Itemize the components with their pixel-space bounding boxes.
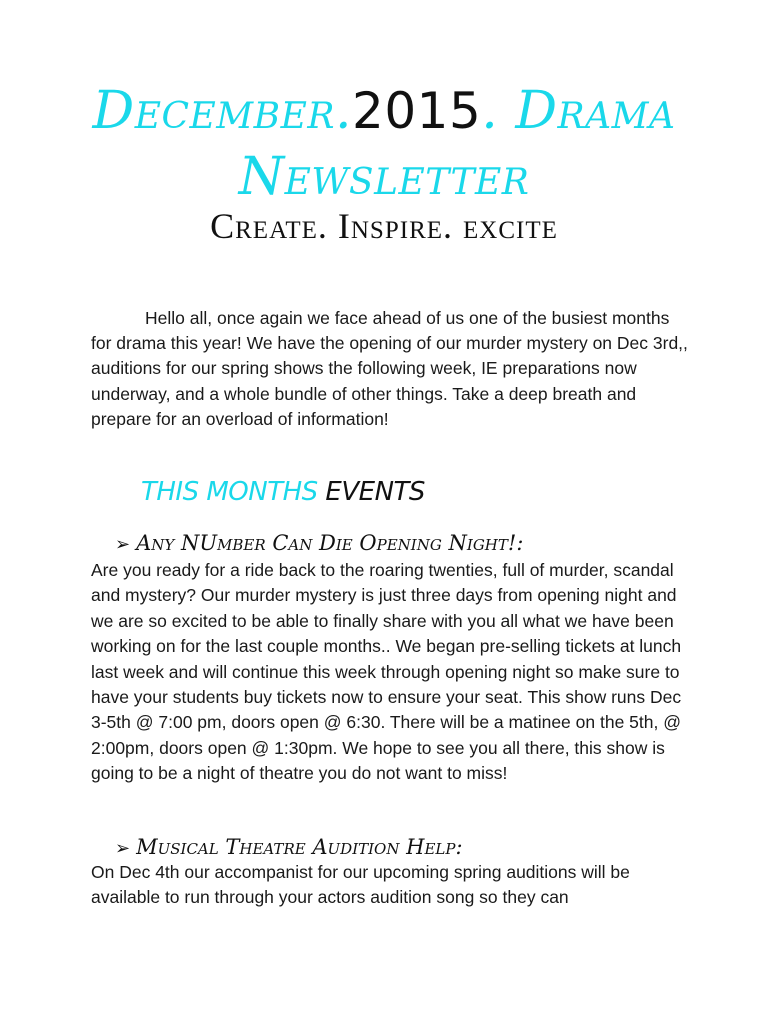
- arrow-bullet-icon: ➢: [115, 534, 131, 555]
- newsletter-title: [40, 78, 728, 210]
- events-heading: [141, 474, 425, 510]
- section-body-opening-night: Are you ready for a ride back to the roaring twenties, full of murder, scandal and mystery? Our murder mystery is just three days from opening night and we are so excited to be able to finally share with you all what we have been working on for the last couple months.. We began pre-selling tickets at lunch last week and will continue this week through opening night so make sure to have your students buy tickets now to ensure your seat. This show runs Dec 3-5th @ 7:00 pm, doors open @ 6:30. There will be a matinee on the 5th, @ 2:00pm, doors open @ 1:30pm. We hope to see you all there, this show is going to be a night of theatre you do not want to miss!: [91, 560, 682, 784]
- newsletter-subtitle: Create. Inspire. excite: [210, 206, 558, 246]
- events-heading-dark: EVENTS: [325, 477, 425, 507]
- section-heading-opening-night: [115, 528, 523, 560]
- intro-paragraph: Hello all, once again we face ahead of us one of the busiest months for drama this year! We have the opening of our murder mystery on Dec 3rd,, auditions for our spring shows the following week, IE preparations now underway, and a whole bundle of other things. Take a deep breath and prepare for an overload of information!: [91, 308, 688, 429]
- section-body-audition-help: On Dec 4th our accompanist for our upcoming spring auditions will be available to run through your actors audition song so they can: [91, 862, 630, 908]
- arrow-bullet-icon: ➢: [115, 838, 131, 859]
- events-heading-accent: THIS MONTHS: [141, 477, 318, 507]
- title-drama-newsletter: . Drama Newsletter: [238, 81, 676, 207]
- title-month: December.: [92, 81, 353, 141]
- section-heading-text: Musical Theatre Audition Help:: [136, 835, 463, 859]
- title-year: 2015: [352, 82, 482, 140]
- section-heading-text: Any NUmber Can Die Opening Night!:: [136, 531, 524, 555]
